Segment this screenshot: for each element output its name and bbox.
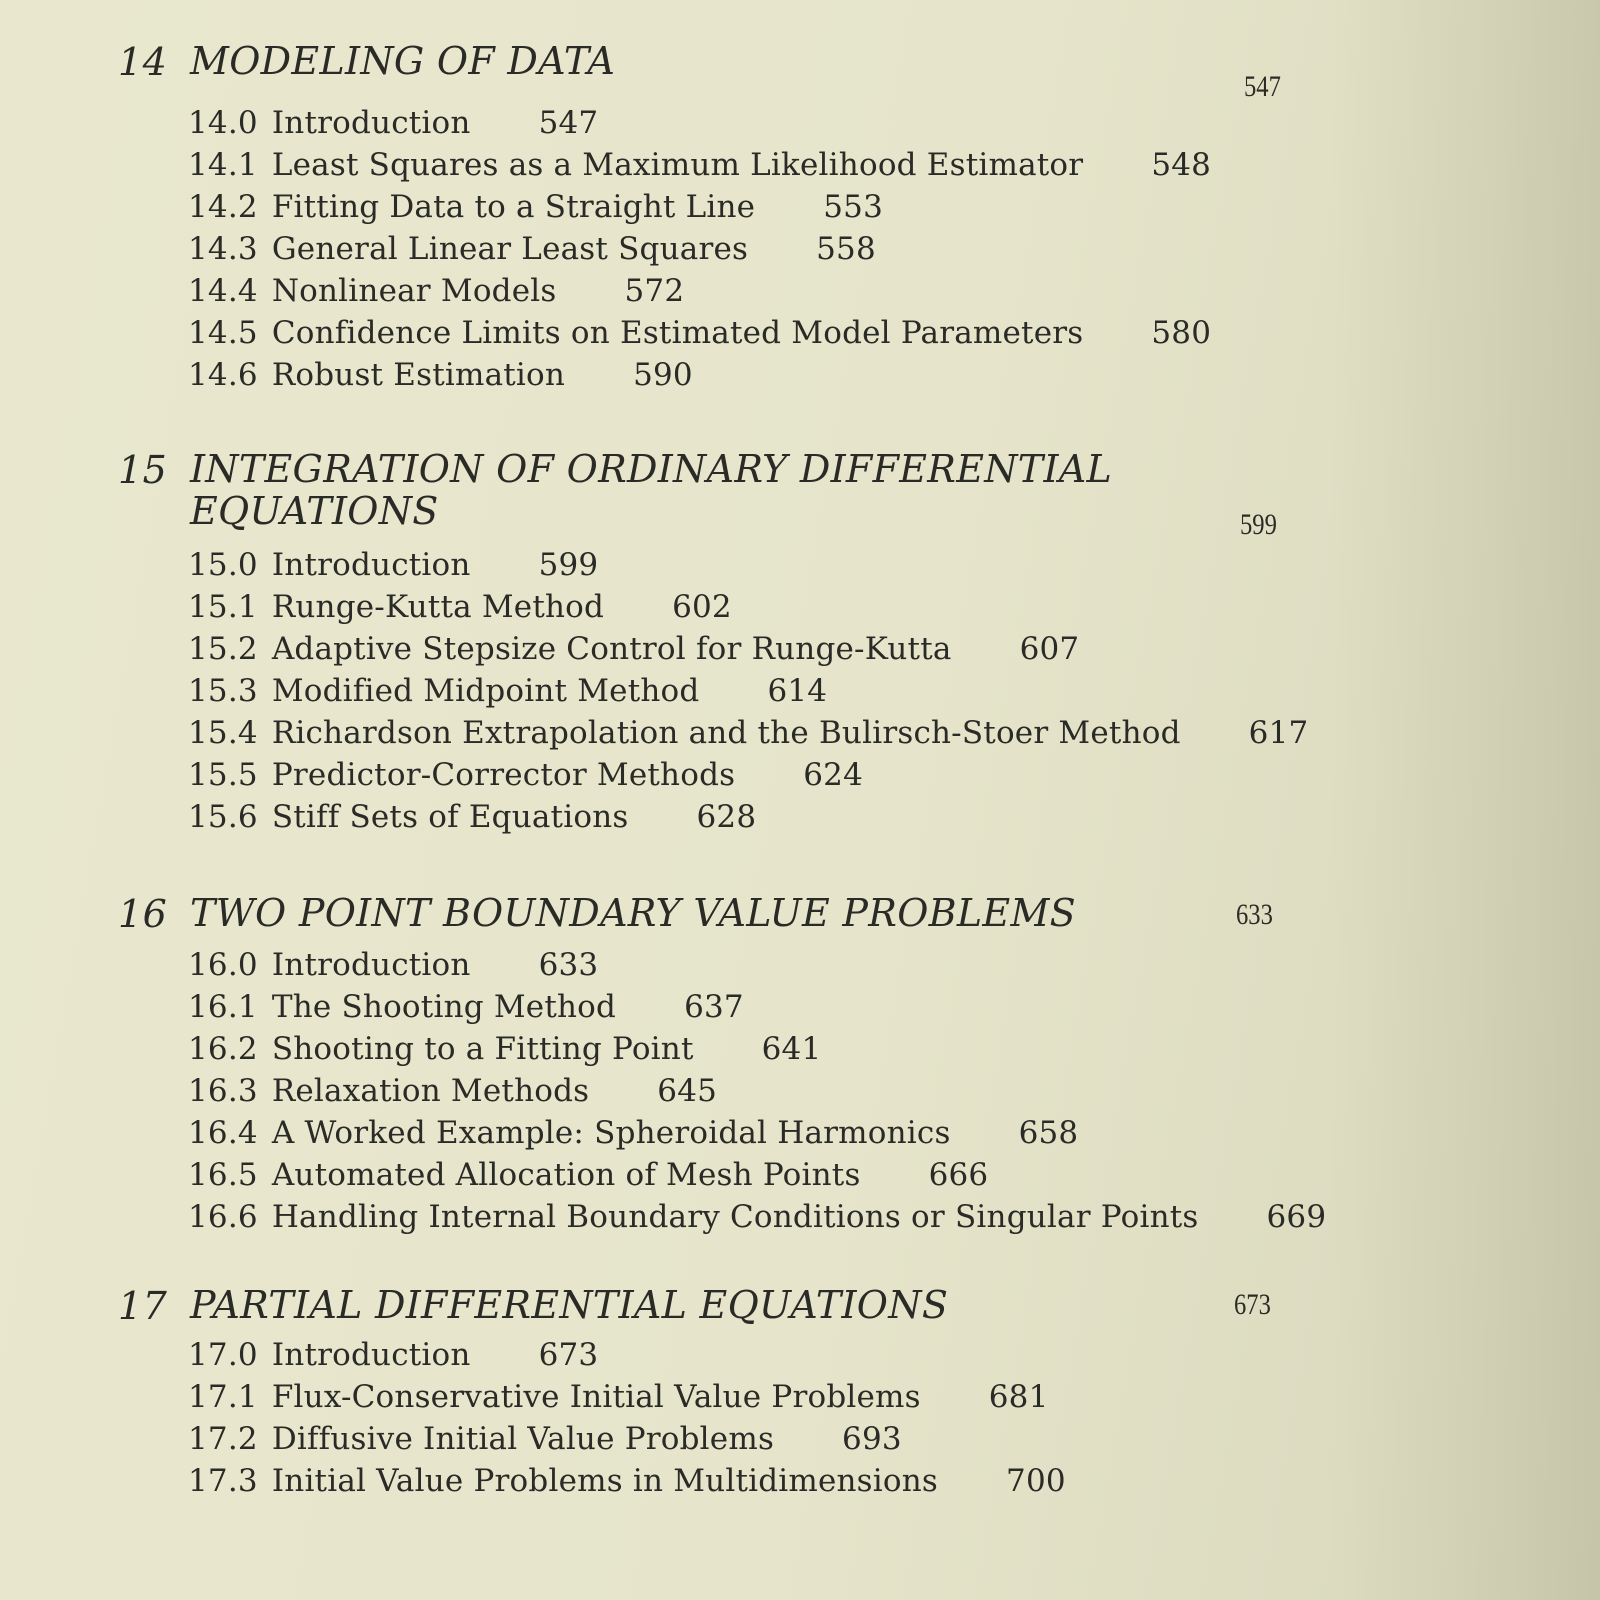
section-number: 15.2 xyxy=(188,631,258,667)
section-number: 14.0 xyxy=(188,105,258,141)
section-title: Automated Allocation of Mesh Points xyxy=(271,1157,861,1193)
section-title: Handling Internal Boundary Conditions or Singular Points xyxy=(271,1199,1199,1235)
section-title: Runge-Kutta Method xyxy=(271,589,605,625)
section-item[interactable] xyxy=(188,1460,1066,1502)
section-page: 553 xyxy=(823,189,884,225)
section-page: 624 xyxy=(803,757,864,793)
chapter-title: TWO POINT BOUNDARY VALUE PROBLEMS xyxy=(190,891,1076,935)
section-item[interactable] xyxy=(188,796,1308,838)
chapter-page: 547 xyxy=(1244,70,1281,103)
section-title: Adaptive Stepsize Control for Runge-Kutta xyxy=(271,631,952,667)
section-number: 16.4 xyxy=(188,1115,258,1151)
section-item[interactable] xyxy=(188,186,1211,228)
section-page: 602 xyxy=(672,589,732,625)
section-list xyxy=(188,944,1326,1238)
section-page: 669 xyxy=(1266,1199,1327,1235)
section-page: 673 xyxy=(538,1337,599,1373)
section-list xyxy=(188,102,1211,396)
section-page: 693 xyxy=(842,1421,902,1457)
chapter-number: 16 xyxy=(118,892,168,936)
section-page: 580 xyxy=(1151,315,1212,351)
section-page: 614 xyxy=(767,673,828,709)
section-item[interactable] xyxy=(188,670,1308,712)
section-item[interactable] xyxy=(188,1070,1326,1112)
chapter-page: 633 xyxy=(1236,898,1273,931)
section-page: 637 xyxy=(684,989,744,1025)
section-page: 641 xyxy=(761,1031,822,1067)
section-item[interactable] xyxy=(188,1154,1326,1196)
section-item[interactable] xyxy=(188,102,1211,144)
section-title: General Linear Least Squares xyxy=(271,231,749,267)
section-number: 16.5 xyxy=(188,1157,258,1193)
section-number: 17.1 xyxy=(188,1379,258,1415)
section-list xyxy=(188,544,1308,838)
section-number: 16.0 xyxy=(188,947,258,983)
section-number: 14.5 xyxy=(188,315,258,351)
section-number: 17.3 xyxy=(188,1463,258,1499)
section-item[interactable] xyxy=(188,1196,1326,1238)
section-item[interactable] xyxy=(188,1028,1326,1070)
section-title: Nonlinear Models xyxy=(271,273,557,309)
section-title: Introduction xyxy=(271,547,471,583)
section-number: 14.6 xyxy=(188,357,258,393)
section-page: 548 xyxy=(1151,147,1212,183)
section-page: 590 xyxy=(633,357,693,393)
section-number: 16.3 xyxy=(188,1073,258,1109)
section-item[interactable] xyxy=(188,986,1326,1028)
section-title: Relaxation Methods xyxy=(271,1073,590,1109)
section-title: Initial Value Problems in Multidimensions xyxy=(271,1463,939,1499)
section-page: 633 xyxy=(538,947,599,983)
section-number: 15.0 xyxy=(188,547,258,583)
section-title: Shooting to a Fitting Point xyxy=(271,1031,694,1067)
section-title: Fitting Data to a Straight Line xyxy=(271,189,756,225)
section-title: Predictor-Corrector Methods xyxy=(271,757,736,793)
section-number: 16.1 xyxy=(188,989,258,1025)
section-number: 15.3 xyxy=(188,673,258,709)
section-title: Flux-Conservative Initial Value Problems xyxy=(271,1379,921,1415)
section-number: 16.2 xyxy=(188,1031,258,1067)
section-title: A Worked Example: Spheroidal Harmonics xyxy=(271,1115,951,1151)
section-number: 15.4 xyxy=(188,715,258,751)
section-title: Introduction xyxy=(271,1337,471,1373)
section-title: Confidence Limits on Estimated Model Parameters xyxy=(271,315,1084,351)
section-number: 14.4 xyxy=(188,273,258,309)
section-item[interactable] xyxy=(188,1418,1066,1460)
chapter-number: 17 xyxy=(118,1284,168,1328)
section-number: 14.1 xyxy=(188,147,258,183)
chapter-number: 15 xyxy=(118,448,168,492)
section-page: 572 xyxy=(624,273,685,309)
section-page: 700 xyxy=(1006,1463,1066,1499)
section-number: 17.0 xyxy=(188,1337,258,1373)
section-title: The Shooting Method xyxy=(271,989,617,1025)
chapter-page: 673 xyxy=(1234,1288,1271,1321)
section-page: 628 xyxy=(696,799,757,835)
section-item[interactable] xyxy=(188,944,1326,986)
section-page: 607 xyxy=(1019,631,1080,667)
section-title: Stiff Sets of Equations xyxy=(271,799,629,835)
section-title: Diffusive Initial Value Problems xyxy=(271,1421,775,1457)
section-number: 17.2 xyxy=(188,1421,258,1457)
section-item[interactable] xyxy=(188,1112,1326,1154)
section-item[interactable] xyxy=(188,1376,1066,1418)
section-item[interactable] xyxy=(188,228,1211,270)
section-item[interactable] xyxy=(188,270,1211,312)
section-item[interactable] xyxy=(188,586,1308,628)
chapter-number: 14 xyxy=(118,40,168,84)
section-number: 15.1 xyxy=(188,589,258,625)
section-item[interactable] xyxy=(188,1334,1066,1376)
section-item[interactable] xyxy=(188,754,1308,796)
section-page: 666 xyxy=(928,1157,989,1193)
section-item[interactable] xyxy=(188,628,1308,670)
section-number: 15.5 xyxy=(188,757,258,793)
section-item[interactable] xyxy=(188,544,1308,586)
section-page: 681 xyxy=(988,1379,1049,1415)
section-item[interactable] xyxy=(188,354,1211,396)
section-list xyxy=(188,1334,1066,1502)
section-number: 15.6 xyxy=(188,799,258,835)
section-item[interactable] xyxy=(188,312,1211,354)
section-page: 547 xyxy=(538,105,599,141)
chapter-title: INTEGRATION OF ORDINARY DIFFERENTIAL EQUATIONS xyxy=(190,447,1113,533)
section-item[interactable] xyxy=(188,712,1308,754)
section-number: 16.6 xyxy=(188,1199,258,1235)
section-page: 599 xyxy=(538,547,599,583)
section-title: Least Squares as a Maximum Likelihood Estimator xyxy=(271,147,1084,183)
section-item[interactable] xyxy=(188,144,1211,186)
section-title: Richardson Extrapolation and the Bulirsch-Stoer Method xyxy=(271,715,1181,751)
section-title: Robust Estimation xyxy=(271,357,566,393)
section-page: 658 xyxy=(1018,1115,1079,1151)
section-number: 14.2 xyxy=(188,189,258,225)
section-title: Introduction xyxy=(271,947,471,983)
section-number: 14.3 xyxy=(188,231,258,267)
section-title: Introduction xyxy=(271,105,471,141)
section-page: 558 xyxy=(816,231,876,267)
section-page: 617 xyxy=(1248,715,1309,751)
section-title: Modified Midpoint Method xyxy=(271,673,700,709)
section-page: 645 xyxy=(657,1073,718,1109)
chapter-title: MODELING OF DATA xyxy=(190,39,616,83)
chapter-title: PARTIAL DIFFERENTIAL EQUATIONS xyxy=(190,1283,949,1327)
chapter-page: 599 xyxy=(1240,508,1277,541)
